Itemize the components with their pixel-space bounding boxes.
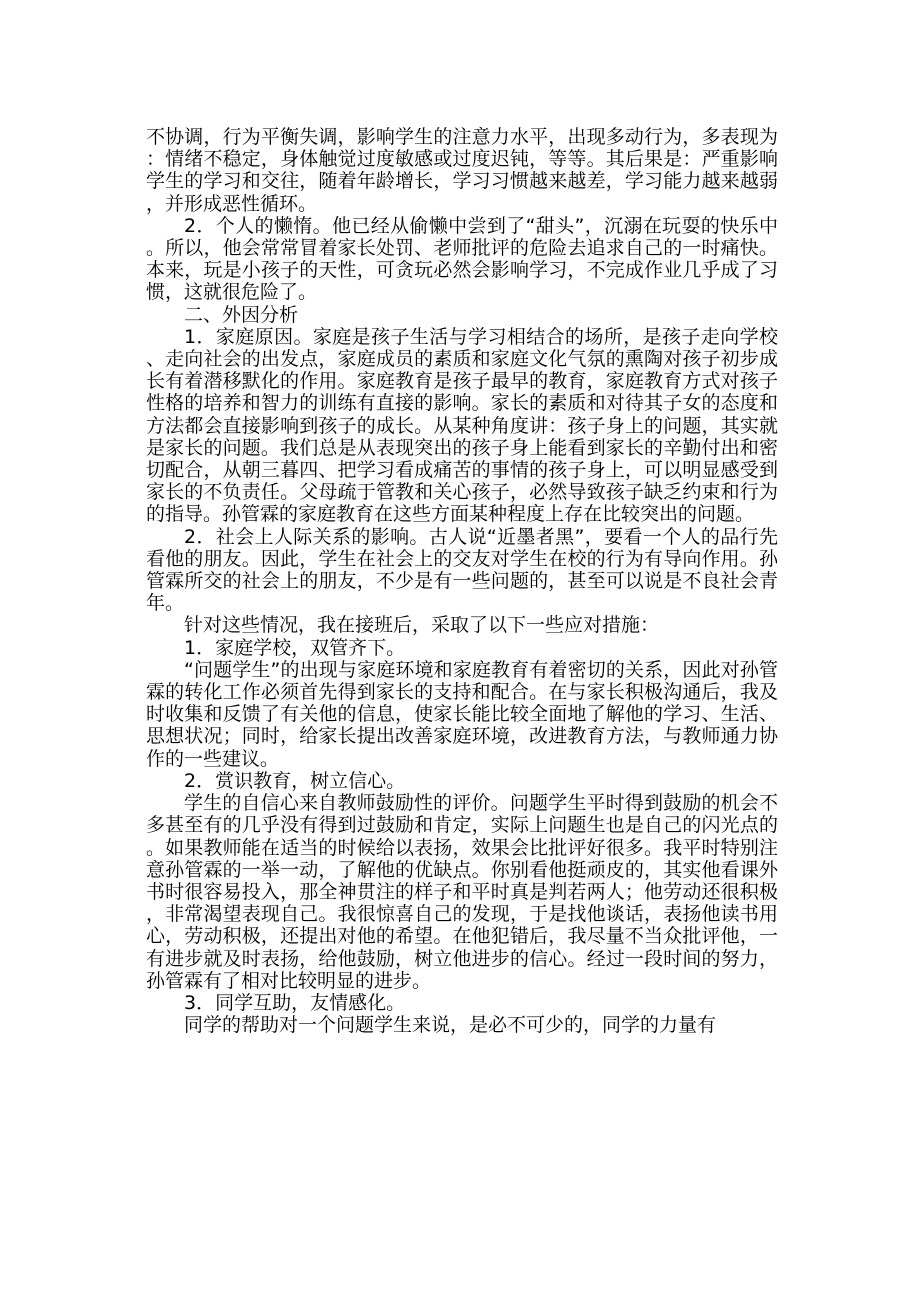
paragraph: 2．个人的懒惰。他已经从偷懒中尝到了“甜头”，沉溺在玩耍的快乐中。所以，他会常常冒着家长处罚、老师批评的危险去追求自己的一时痛快。本来，玩是小孩子的天性，可贪玩必然会影响学习，不完成作业几乎成了习惯，这就很危险了。: [146, 214, 778, 304]
measure-heading: 3．同学互助，友情感化。: [184, 991, 406, 1014]
paragraph: “问题学生”的出现与家庭环境和家庭教育有着密切的关系，因此对孙管霖的转化工作必须首先得到家长的支持和配合。在与家长积极沟通后，我及时收集和反馈了有关他的信息，使家长能比较全面地了解他的学习、生活、思想状况；同时，给家长提出改善家庭环境，改进教育方法，与教师通力协作的一些建议。: [146, 658, 778, 770]
paragraph: 1．家庭原因。家庭是孩子生活与学习相结合的场所，是孩子走向学校、走向社会的出发点，家庭成员的素质和家庭文化气氛的熏陶对孩子初步成长有着潜移默化的作用。家庭教育是孩子最早的教育，家庭教育方式对孩子性格的培养和智力的训练有直接的影响。家长的素质和对待其子女的态度和方法都会直接影响到孩子的成长。从某种角度讲：孩子身上的问题，其实就是家长的问题。我们总是从表现突出的孩子身上能看到家长的辛勤付出和密切配合，从朝三暮四、把学习看成痛苦的事情的孩子身上，可以明显感受到家长的不负责任。父母疏于管教和关心孩子，必然导致孩子缺乏约束和行为的指导。孙管霖的家庭教育在这些方面某种程度上存在比较突出的问题。: [146, 325, 778, 526]
paragraph: 同学的帮助对一个问题学生来说，是必不可少的，同学的力量有: [184, 1014, 717, 1037]
paragraph: 2．社会上人际关系的影响。古人说“近墨者黑”，要看一个人的品行先看他的朋友。因此，学生在社会上的交友对学生在校的行为有导向作用。孙管霖所交的社会上的朋友，不少是有一些问题的，甚至可以说是不良社会青年。: [146, 525, 778, 615]
document-body: [146, 126, 778, 1036]
section-heading: 二、外因分析: [184, 303, 299, 326]
paragraph: 学生的自信心来自教师鼓励性的评价。问题学生平时得到鼓励的机会不多甚至有的几乎没有得到过鼓励和肯定，实际上问题生也是自己的闪光点的。如果教师能在适当的时候给以表扬，效果会比批评好很多。我平时特别注意孙管霖的一举一动，了解他的优缺点。你别看他挺顽皮的，其实他看课外书时很容易投入，那全神贯注的样子和平时真是判若两人；他劳动还很积极，非常渴望表现自己。我很惊喜自己的发现，于是找他谈话，表扬他读书用心，劳动积极，还提出对他的希望。在他犯错后，我尽量不当众批评他，一有进步就及时表扬，给他鼓励，树立他进步的信心。经过一段时间的努力，孙管霖有了相对比较明显的进步。: [146, 792, 778, 992]
paragraph: 不协调，行为平衡失调，影响学生的注意力水平，出现多动行为，多表现为：情绪不稳定，身体触觉过度敏感或过度迟钝，等等。其后果是：严重影响学生的学习和交往，随着年龄增长，学习习惯越来越差，学习能力越来越弱，并形成恶性循环。: [146, 126, 778, 215]
paragraph: 针对这些情况，我在接班后，采取了以下一些应对措施：: [184, 614, 660, 637]
measure-heading: 1．家庭学校，双管齐下。: [184, 636, 406, 659]
measure-heading: 2．赏识教育，树立信心。: [184, 769, 406, 792]
